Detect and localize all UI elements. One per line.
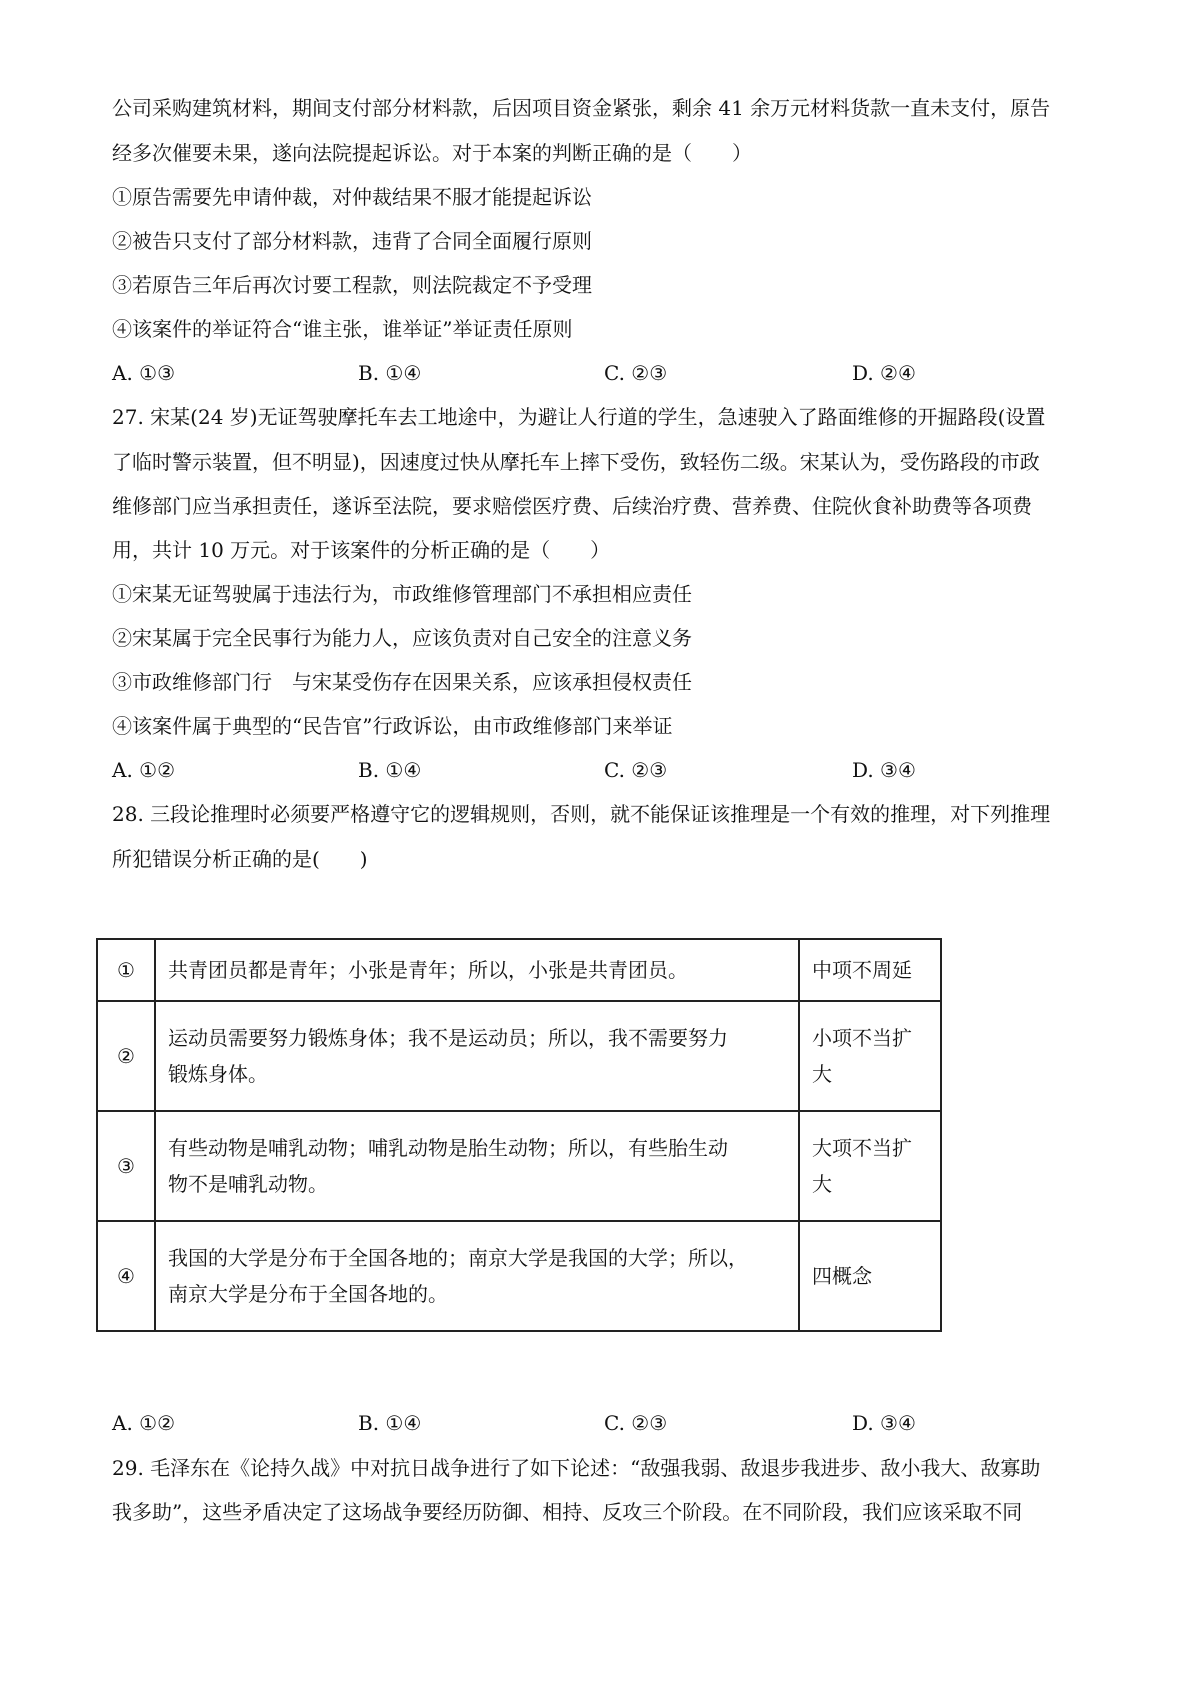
q26-statement-1: ①原告需要先申请仲裁，对仲裁结果不服才能提起诉讼 <box>112 185 592 209</box>
row-number: ① <box>97 939 155 1001</box>
q27-statement-2: ②宋某属于完全民事行为能力人，应该负责对自己安全的注意义务 <box>112 626 692 650</box>
q26-statement-4: ④该案件的举证符合“谁主张，谁举证”举证责任原则 <box>112 317 573 341</box>
table-row <box>97 1001 941 1111</box>
q26-option-a: A. ①③ <box>112 361 176 385</box>
q27-option-a: A. ①② <box>112 758 176 782</box>
q26-option-d: D. ②④ <box>852 361 916 385</box>
row-error: 四概念 <box>799 1221 941 1331</box>
row-error: 小项不当扩大 <box>799 1001 941 1111</box>
q27-option-d: D. ③④ <box>852 758 916 782</box>
q27-statement-3: ③市政维修部门行 与宋某受伤存在因果关系，应该承担侵权责任 <box>112 670 692 694</box>
table-row <box>97 1221 941 1331</box>
q26-statement-3: ③若原告三年后再次讨要工程款，则法院裁定不予受理 <box>112 273 592 297</box>
row-statement <box>155 1221 799 1331</box>
row-number: ③ <box>97 1111 155 1221</box>
statement-line: 共青团员都是青年；小张是青年；所以，小张是共青团员。 <box>168 958 688 982</box>
q27-statement-4: ④该案件属于典型的“民告官”行政诉讼，由市政维修部门来举证 <box>112 714 673 738</box>
syllogism-table <box>96 938 942 1332</box>
q26-option-c: C. ②③ <box>604 361 668 385</box>
row-number: ④ <box>97 1221 155 1331</box>
q28-option-b: B. ①④ <box>358 1411 422 1435</box>
q26-statement-2: ②被告只支付了部分材料款，违背了合同全面履行原则 <box>112 229 592 253</box>
q27-stem-line-4: 用，共计 10 万元。对于该案件的分析正确的是（ ） <box>112 538 611 562</box>
q27-stem-line-2: 了临时警示装置，但不明显)，因速度过快从摩托车上摔下受伤，致轻伤二级。宋某认为，受伤路段的市政 <box>112 450 1040 474</box>
row-statement <box>155 1111 799 1221</box>
q26-option-b: B. ①④ <box>358 361 422 385</box>
table-row <box>97 1111 941 1221</box>
q27-stem-line-1: 27. 宋某(24 岁)无证驾驶摩托车去工地途中，为避让人行道的学生，急速驶入了路面维修的开掘路段(设置 <box>112 405 1046 429</box>
row-error: 中项不周延 <box>799 939 941 1001</box>
q28-option-a: A. ①② <box>112 1411 176 1435</box>
q27-statement-1: ①宋某无证驾驶属于违法行为，市政维修管理部门不承担相应责任 <box>112 582 692 606</box>
q28-option-c: C. ②③ <box>604 1411 668 1435</box>
q27-option-b: B. ①④ <box>358 758 422 782</box>
q29-stem-line-1: 29. 毛泽东在《论持久战》中对抗日战争进行了如下论述：“敌强我弱、敌退步我进步、敌小我大、敌寡助 <box>112 1456 1041 1480</box>
table-row <box>97 939 941 1001</box>
q28-stem-line-2: 所犯错误分析正确的是( ) <box>112 847 368 871</box>
row-statement <box>155 1001 799 1111</box>
q28-option-d: D. ③④ <box>852 1411 916 1435</box>
q28-stem-line-1: 28. 三段论推理时必须要严格遵守它的逻辑规则，否则，就不能保证该推理是一个有效的推理，对下列推理 <box>112 802 1051 826</box>
q26-stem-line-2: 经多次催要未果，遂向法院提起诉讼。对于本案的判断正确的是（ ） <box>112 141 752 165</box>
statement-line: 有些动物是哺乳动物；哺乳动物是胎生动物；所以，有些胎生动 <box>168 1136 728 1160</box>
row-number: ② <box>97 1001 155 1111</box>
q29-stem-line-2: 我多助”，这些矛盾决定了这场战争要经历防御、相持、反攻三个阶段。在不同阶段，我们应该采取不同 <box>112 1500 1023 1524</box>
statement-line: 南京大学是分布于全国各地的。 <box>168 1282 448 1306</box>
q26-stem-line-1: 公司采购建筑材料，期间支付部分材料款，后因项目资金紧张，剩余 41 余万元材料货款一直未支付，原告 <box>112 96 1051 120</box>
statement-line: 运动员需要努力锻炼身体；我不是运动员；所以，我不需要努力 <box>168 1026 728 1050</box>
row-statement <box>155 939 799 1001</box>
q27-stem-line-3: 维修部门应当承担责任，遂诉至法院，要求赔偿医疗费、后续治疗费、营养费、住院伙食补助费等各项费 <box>112 494 1032 518</box>
statement-line: 我国的大学是分布于全国各地的；南京大学是我国的大学；所以， <box>168 1246 748 1270</box>
statement-line: 锻炼身体。 <box>168 1062 268 1086</box>
q27-option-c: C. ②③ <box>604 758 668 782</box>
row-error: 大项不当扩大 <box>799 1111 941 1221</box>
statement-line: 物不是哺乳动物。 <box>168 1172 328 1196</box>
